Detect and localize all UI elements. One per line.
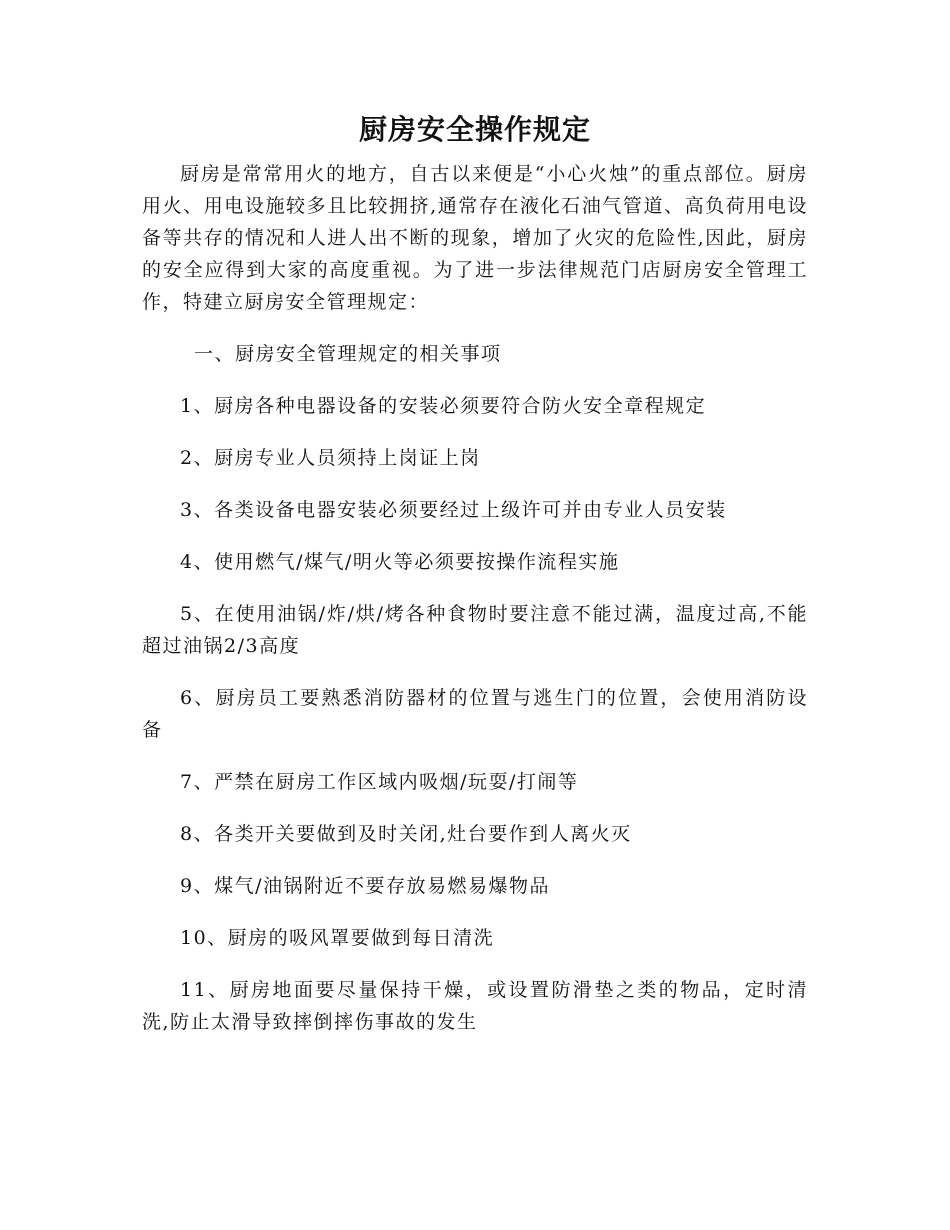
rule-item-4: 4、使用燃气/煤气/明火等必须要按操作流程实施: [180, 551, 620, 573]
rule-item-1: 1、厨房各种电器设备的安装必须要符合防火安全章程规定: [180, 395, 707, 417]
rule-item-5: 5、在使用油锅/炸/烘/烤各种食物时要注意不能过满，温度过高,不能超过油锅2/3高度: [142, 603, 808, 657]
intro-paragraph: 厨房是常常用火的地方，自古以来便是“小心火烛”的重点部位。厨房用火、用电设施较多且比较拥挤,通常存在液化石油气管道、高负荷用电设备等共存的情况和人进人出不断的现象，增加了火灾的危险性,因此，厨房的安全应得到大家的高度重视。为了进一步法律规范门店厨房安全管理工作，特建立厨房安全管理规定：: [142, 163, 808, 313]
rule-item-2: 2、厨房专业人员须持上岗证上岗: [180, 447, 481, 469]
section-heading: 一、厨房安全管理规定的相关事项: [194, 343, 502, 365]
rule-item-3: 3、各类设备电器安装必须要经过上级许可并由专业人员安装: [180, 499, 727, 521]
rule-item-6: 6、厨房员工要熟悉消防器材的位置与逃生门的位置，会使用消防设备: [142, 687, 808, 741]
document-body: [142, 110, 808, 1058]
rule-item-9: 9、煤气/油锅附近不要存放易燃易爆物品: [180, 875, 550, 897]
rule-item-10: 10、厨房的吸风罩要做到每日清洗: [180, 927, 495, 949]
rule-item-8: 8、各类开关要做到及时关闭,灶台要作到人离火灭: [180, 823, 632, 845]
rule-item-11: 11、厨房地面要尽量保持干燥，或设置防滑垫之类的物品，定时清洗,防止太滑导致摔倒摔伤事故的发生: [142, 979, 808, 1033]
document-title: 厨房安全操作规定: [358, 113, 591, 146]
rule-item-7: 7、严禁在厨房工作区域内吸烟/玩耍/打闹等: [180, 771, 579, 793]
